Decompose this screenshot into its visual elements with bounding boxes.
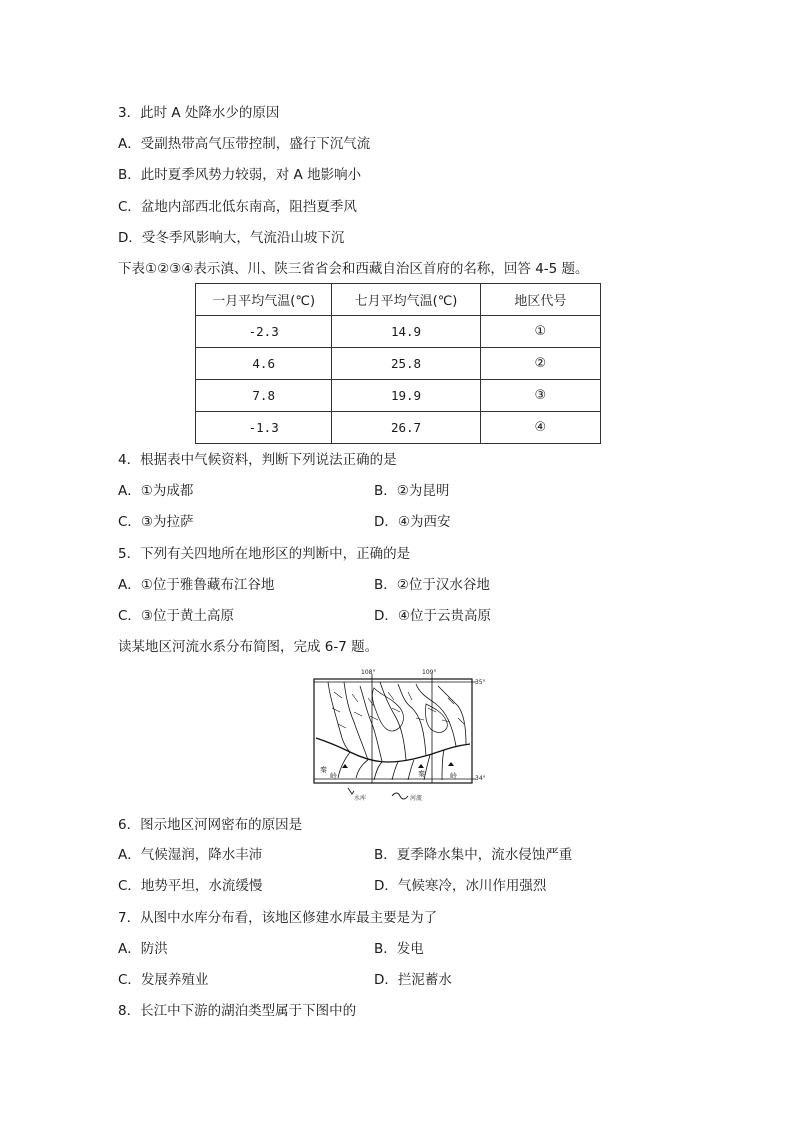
q6-stem: 6．图示地区河网密布的原因是 <box>118 817 303 833</box>
river-line <box>392 762 398 780</box>
q5-option-d: D．④位于云贵高原 <box>374 608 491 624</box>
lat-label-35: 35° <box>475 679 486 686</box>
cell-jul-temp: 26.7 <box>332 412 480 444</box>
cell-jan-temp: 4.6 <box>196 348 332 380</box>
river-line <box>408 760 414 780</box>
table-row <box>196 348 601 380</box>
range-label-qin: 秦 <box>418 770 425 778</box>
range-label-ling: 岭 <box>330 772 337 780</box>
table-row <box>196 412 601 444</box>
cell-jul-temp: 19.9 <box>332 380 480 412</box>
q3-option-c: C．盆地内部西北低东南高，阻挡夏季风 <box>118 199 357 215</box>
lon-label-109: 109° <box>422 669 437 676</box>
river-line <box>398 684 426 756</box>
q4-option-c: C．③为拉萨 <box>118 514 194 530</box>
river-map-svg <box>308 668 492 806</box>
table-row <box>196 316 601 348</box>
q4-option-b: B．②为昆明 <box>374 483 450 499</box>
header-jan-temp: 一月平均气温(℃) <box>196 284 332 316</box>
reservoir-legend-icon <box>348 788 354 794</box>
q6-option-d: D．气候寒冷，冰川作用强烈 <box>374 878 547 894</box>
cell-jul-temp: 14.9 <box>332 316 480 348</box>
q5-option-c: C．③位于黄土高原 <box>118 608 235 624</box>
river-line <box>338 752 350 778</box>
table-row <box>196 380 601 412</box>
reservoir-marker <box>342 764 348 768</box>
cell-jan-temp: 7.8 <box>196 380 332 412</box>
cell-region-code: ④ <box>480 412 600 444</box>
river-system-map <box>308 668 492 806</box>
q7-stem: 7．从图中水库分布看，该地区修建水库最主要是为了 <box>118 910 438 926</box>
q5-option-a: A．①位于雅鲁藏布江谷地 <box>118 577 275 593</box>
river-line <box>356 760 368 778</box>
cell-jan-temp: -2.3 <box>196 316 332 348</box>
table-header-row <box>196 284 601 316</box>
reservoir-marker <box>448 762 454 766</box>
river-line <box>328 682 350 752</box>
q6-option-a: A．气候湿润，降水丰沛 <box>118 847 263 863</box>
q3-option-b: B．此时夏季风势力较弱，对 A 地影响小 <box>118 167 362 183</box>
cell-jul-temp: 25.8 <box>332 348 480 380</box>
cell-jan-temp: -1.3 <box>196 412 332 444</box>
cell-region-code: ③ <box>480 380 600 412</box>
river-line <box>374 762 382 780</box>
lon-label-108: 108° <box>361 669 376 676</box>
q8-stem: 8．长江中下游的湖泊类型属于下图中的 <box>118 1003 357 1019</box>
legend-reservoir: 水库 <box>354 795 367 802</box>
reservoir-marker <box>418 764 424 768</box>
q4-stem: 4．根据表中气候资料，判断下列说法正确的是 <box>118 452 397 468</box>
range-label-ling: 岭 <box>450 772 457 780</box>
cell-region-code: ② <box>480 348 600 380</box>
q5-stem: 5．下列有关四地所在地形区的判断中，正确的是 <box>118 546 411 562</box>
q4-option-d: D．④为西安 <box>374 514 451 530</box>
river-line <box>360 686 382 761</box>
river-line <box>344 682 368 760</box>
q4-option-a: A．①为成都 <box>118 483 194 499</box>
legend-river: 河流 <box>410 795 423 802</box>
q5-option-b: B．②位于汉水谷地 <box>374 577 490 593</box>
climate-table <box>195 283 601 444</box>
header-region-code: 地区代号 <box>480 284 600 316</box>
river-legend-icon <box>392 793 408 799</box>
main-river <box>316 738 470 762</box>
lat-label-34: 34° <box>475 775 486 782</box>
q3-option-a: A．受副热带高气压带控制，盛行下沉气流 <box>118 136 371 152</box>
q7-option-a: A．防洪 <box>118 941 168 957</box>
range-label-qin: 秦 <box>320 766 327 774</box>
q7-option-d: D．拦泥蓄水 <box>374 972 452 988</box>
q7-option-c: C．发展养殖业 <box>118 972 209 988</box>
q6-option-c: C．地势平坦，水流缓慢 <box>118 878 263 894</box>
map-intro: 读某地区河流水系分布简图，完成 6-7 题。 <box>118 639 379 655</box>
q7-option-b: B．发电 <box>374 941 424 957</box>
river-line <box>416 684 456 746</box>
cell-region-code: ① <box>480 316 600 348</box>
q6-option-b: B．夏季降水集中，流水侵蚀严重 <box>374 847 573 863</box>
river-line <box>442 750 444 780</box>
q3-option-d: D．受冬季风影响大，气流沿山坡下沉 <box>118 230 345 246</box>
q3-stem: 3．此时 A 处降水少的原因 <box>118 105 280 121</box>
header-jul-temp: 七月平均气温(℃) <box>332 284 480 316</box>
table-intro: 下表①②③④表示滇、川、陕三省省会和西藏自治区首府的名称，回答 4-5 题。 <box>118 261 589 277</box>
